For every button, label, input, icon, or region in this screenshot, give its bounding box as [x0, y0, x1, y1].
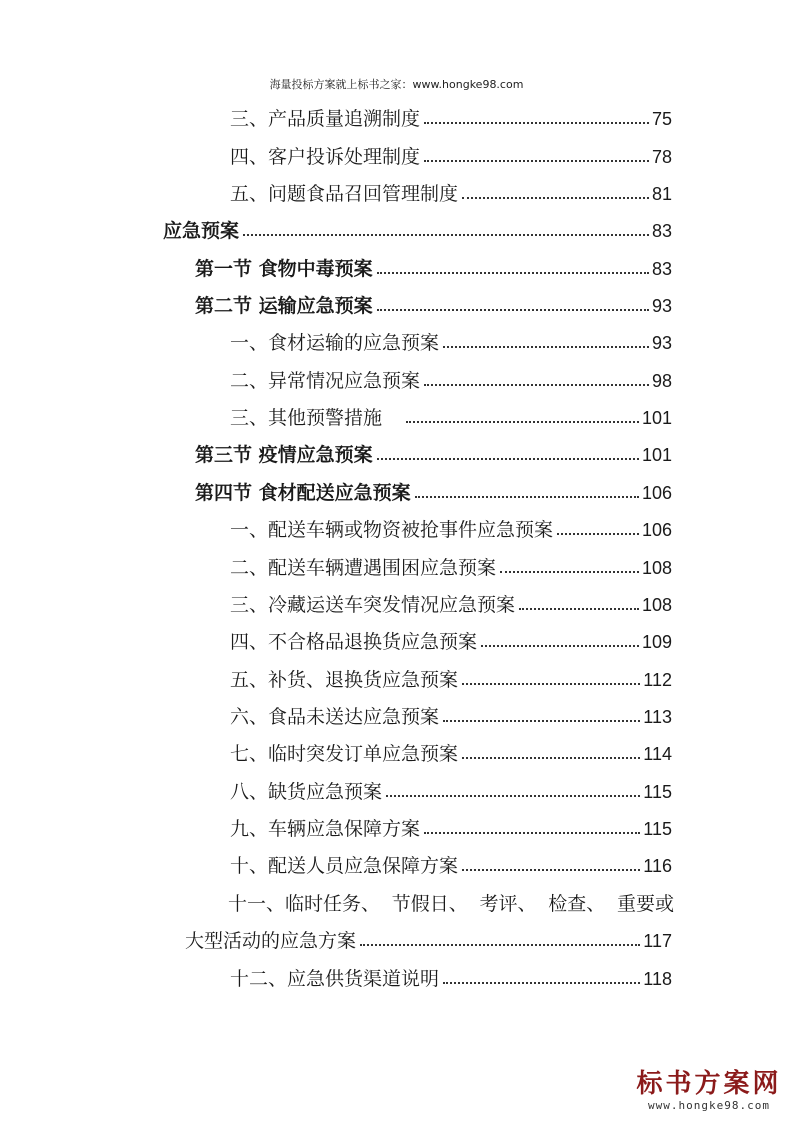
- toc-entry-page: 98: [651, 371, 672, 391]
- dot-leader: [462, 683, 640, 685]
- dot-leader: [377, 272, 649, 274]
- toc-entry-page: 117: [643, 931, 672, 951]
- toc-entry[interactable]: [230, 588, 672, 618]
- dot-leader: [406, 421, 639, 423]
- toc-chapter[interactable]: [163, 214, 672, 244]
- toc-entry-wrapped-line2[interactable]: [185, 924, 672, 954]
- logo-url: www.hongke98.com: [648, 1099, 770, 1112]
- toc-entry-title: 一、食材运输的应急预案: [230, 332, 440, 354]
- toc-entry[interactable]: [230, 663, 672, 693]
- watermark-logo: [634, 1069, 784, 1112]
- toc-entry-title: 三、产品质量追溯制度: [230, 108, 421, 130]
- dot-leader: [500, 571, 639, 573]
- toc-entry[interactable]: [230, 177, 672, 207]
- dot-leader: [377, 458, 639, 460]
- toc-entry-title: 四、不合格品退换货应急预案: [230, 631, 478, 653]
- toc-entry[interactable]: [230, 737, 672, 767]
- toc-entry-title: 二、异常情况应急预案: [230, 370, 421, 392]
- toc-entry-page: 93: [651, 333, 672, 353]
- toc-entry-title: 应急预案: [163, 220, 240, 242]
- toc-entry-title: 三、冷藏运送车突发情况应急预案: [230, 594, 516, 616]
- toc-entry[interactable]: [230, 513, 672, 543]
- logo-text: 标书方案网: [636, 1069, 782, 1099]
- dot-leader: [377, 309, 649, 311]
- toc-entry-title-part: 检查、: [548, 893, 606, 915]
- toc-entry-page: 112: [643, 670, 672, 690]
- toc-entry-title: 十二、应急供货渠道说明: [230, 968, 440, 990]
- toc-entry-title-part: 十一、临时任务、: [228, 893, 381, 915]
- dot-leader: [386, 795, 640, 797]
- toc-entry-page: 115: [643, 782, 672, 802]
- toc-entry-title: 第二节 运输应急预案: [195, 295, 373, 317]
- toc-entry-title: 十、配送人员应急保障方案: [230, 855, 459, 877]
- toc-entry-title: 五、补货、退换货应急预案: [230, 669, 459, 691]
- toc-entry-title: 一、配送车辆或物资被抢事件应急预案: [230, 519, 554, 541]
- toc-entry[interactable]: [230, 326, 672, 356]
- toc-entry[interactable]: [230, 962, 672, 992]
- toc-entry-title: 七、临时突发订单应急预案: [230, 743, 459, 765]
- toc-section[interactable]: [195, 438, 672, 468]
- toc-entry-page: 113: [643, 707, 672, 727]
- toc-entry-title: 四、客户投诉处理制度: [230, 146, 421, 168]
- page-header: 海量投标方案就上标书之家：www.hongke98.com: [269, 78, 524, 91]
- toc-entry-page: 75: [651, 109, 672, 129]
- toc-entry-title: 九、车辆应急保障方案: [230, 818, 421, 840]
- toc-entry-page: 81: [651, 184, 672, 204]
- dot-leader: [443, 982, 640, 984]
- toc-section[interactable]: [195, 252, 672, 282]
- toc-entry-page: 115: [643, 819, 672, 839]
- dot-leader: [424, 122, 649, 124]
- dot-leader: [519, 608, 639, 610]
- toc-section[interactable]: [195, 289, 672, 319]
- toc-entry-title: 第三节 疫情应急预案: [195, 444, 373, 466]
- dot-leader: [557, 533, 639, 535]
- dot-leader: [481, 645, 639, 647]
- dot-leader: [424, 160, 649, 162]
- toc-entry-page: 109: [641, 632, 672, 652]
- toc-entry-page: 78: [651, 147, 672, 167]
- toc-section[interactable]: [195, 476, 672, 506]
- toc-entry-page: 108: [641, 558, 672, 578]
- toc-entry-page: 114: [643, 744, 672, 764]
- toc-entry-title: 第四节 食材配送应急预案: [195, 482, 411, 504]
- dot-leader: [424, 832, 640, 834]
- toc-entry-page: 106: [641, 520, 672, 540]
- toc-entry-wrapped-line1[interactable]: [228, 887, 674, 917]
- toc-entry-title: 六、食品未送达应急预案: [230, 706, 440, 728]
- dot-leader: [462, 757, 640, 759]
- toc-entry[interactable]: [230, 812, 672, 842]
- toc-entry[interactable]: [230, 364, 672, 394]
- toc-entry-page: 116: [643, 856, 672, 876]
- dot-leader: [243, 234, 649, 236]
- toc-entry[interactable]: [230, 849, 672, 879]
- toc-entry-title: 二、配送车辆遭遇围困应急预案: [230, 557, 497, 579]
- toc-entry-page: 83: [651, 259, 672, 279]
- toc-entry[interactable]: [230, 700, 672, 730]
- toc-entry-title: 第一节 食物中毒预案: [195, 258, 373, 280]
- toc-entry-title: 八、缺货应急预案: [230, 781, 383, 803]
- toc-entry-page: 118: [643, 969, 672, 989]
- toc-entry[interactable]: [230, 401, 672, 431]
- toc-entry-page: 101: [641, 408, 672, 428]
- toc-entry[interactable]: [230, 775, 672, 805]
- toc-entry-page: 101: [641, 445, 672, 465]
- toc-entry-page: 108: [641, 595, 672, 615]
- toc-entry[interactable]: [230, 140, 672, 170]
- dot-leader: [462, 197, 649, 199]
- toc-entry-title-part: 考评、: [479, 893, 537, 915]
- toc-entry[interactable]: [230, 551, 672, 581]
- dot-leader: [443, 720, 640, 722]
- toc-entry-title: 五、问题食品召回管理制度: [230, 183, 459, 205]
- toc-entry-title-part: 重要或: [616, 893, 674, 915]
- dot-leader: [424, 384, 649, 386]
- toc-entry[interactable]: [230, 625, 672, 655]
- toc-entry-title: 大型活动的应急方案: [185, 930, 357, 952]
- dot-leader: [360, 944, 640, 946]
- toc-entry-title-part: 节假日、: [391, 893, 468, 915]
- toc-entry[interactable]: [230, 102, 672, 132]
- toc-entry-title: 三、其他预警措施: [230, 407, 383, 429]
- toc-entry-page: 106: [641, 483, 672, 503]
- toc-entry-page: 93: [651, 296, 672, 316]
- dot-leader: [443, 346, 649, 348]
- toc-entry-page: 83: [651, 221, 672, 241]
- dot-leader: [415, 496, 639, 498]
- dot-leader: [462, 869, 640, 871]
